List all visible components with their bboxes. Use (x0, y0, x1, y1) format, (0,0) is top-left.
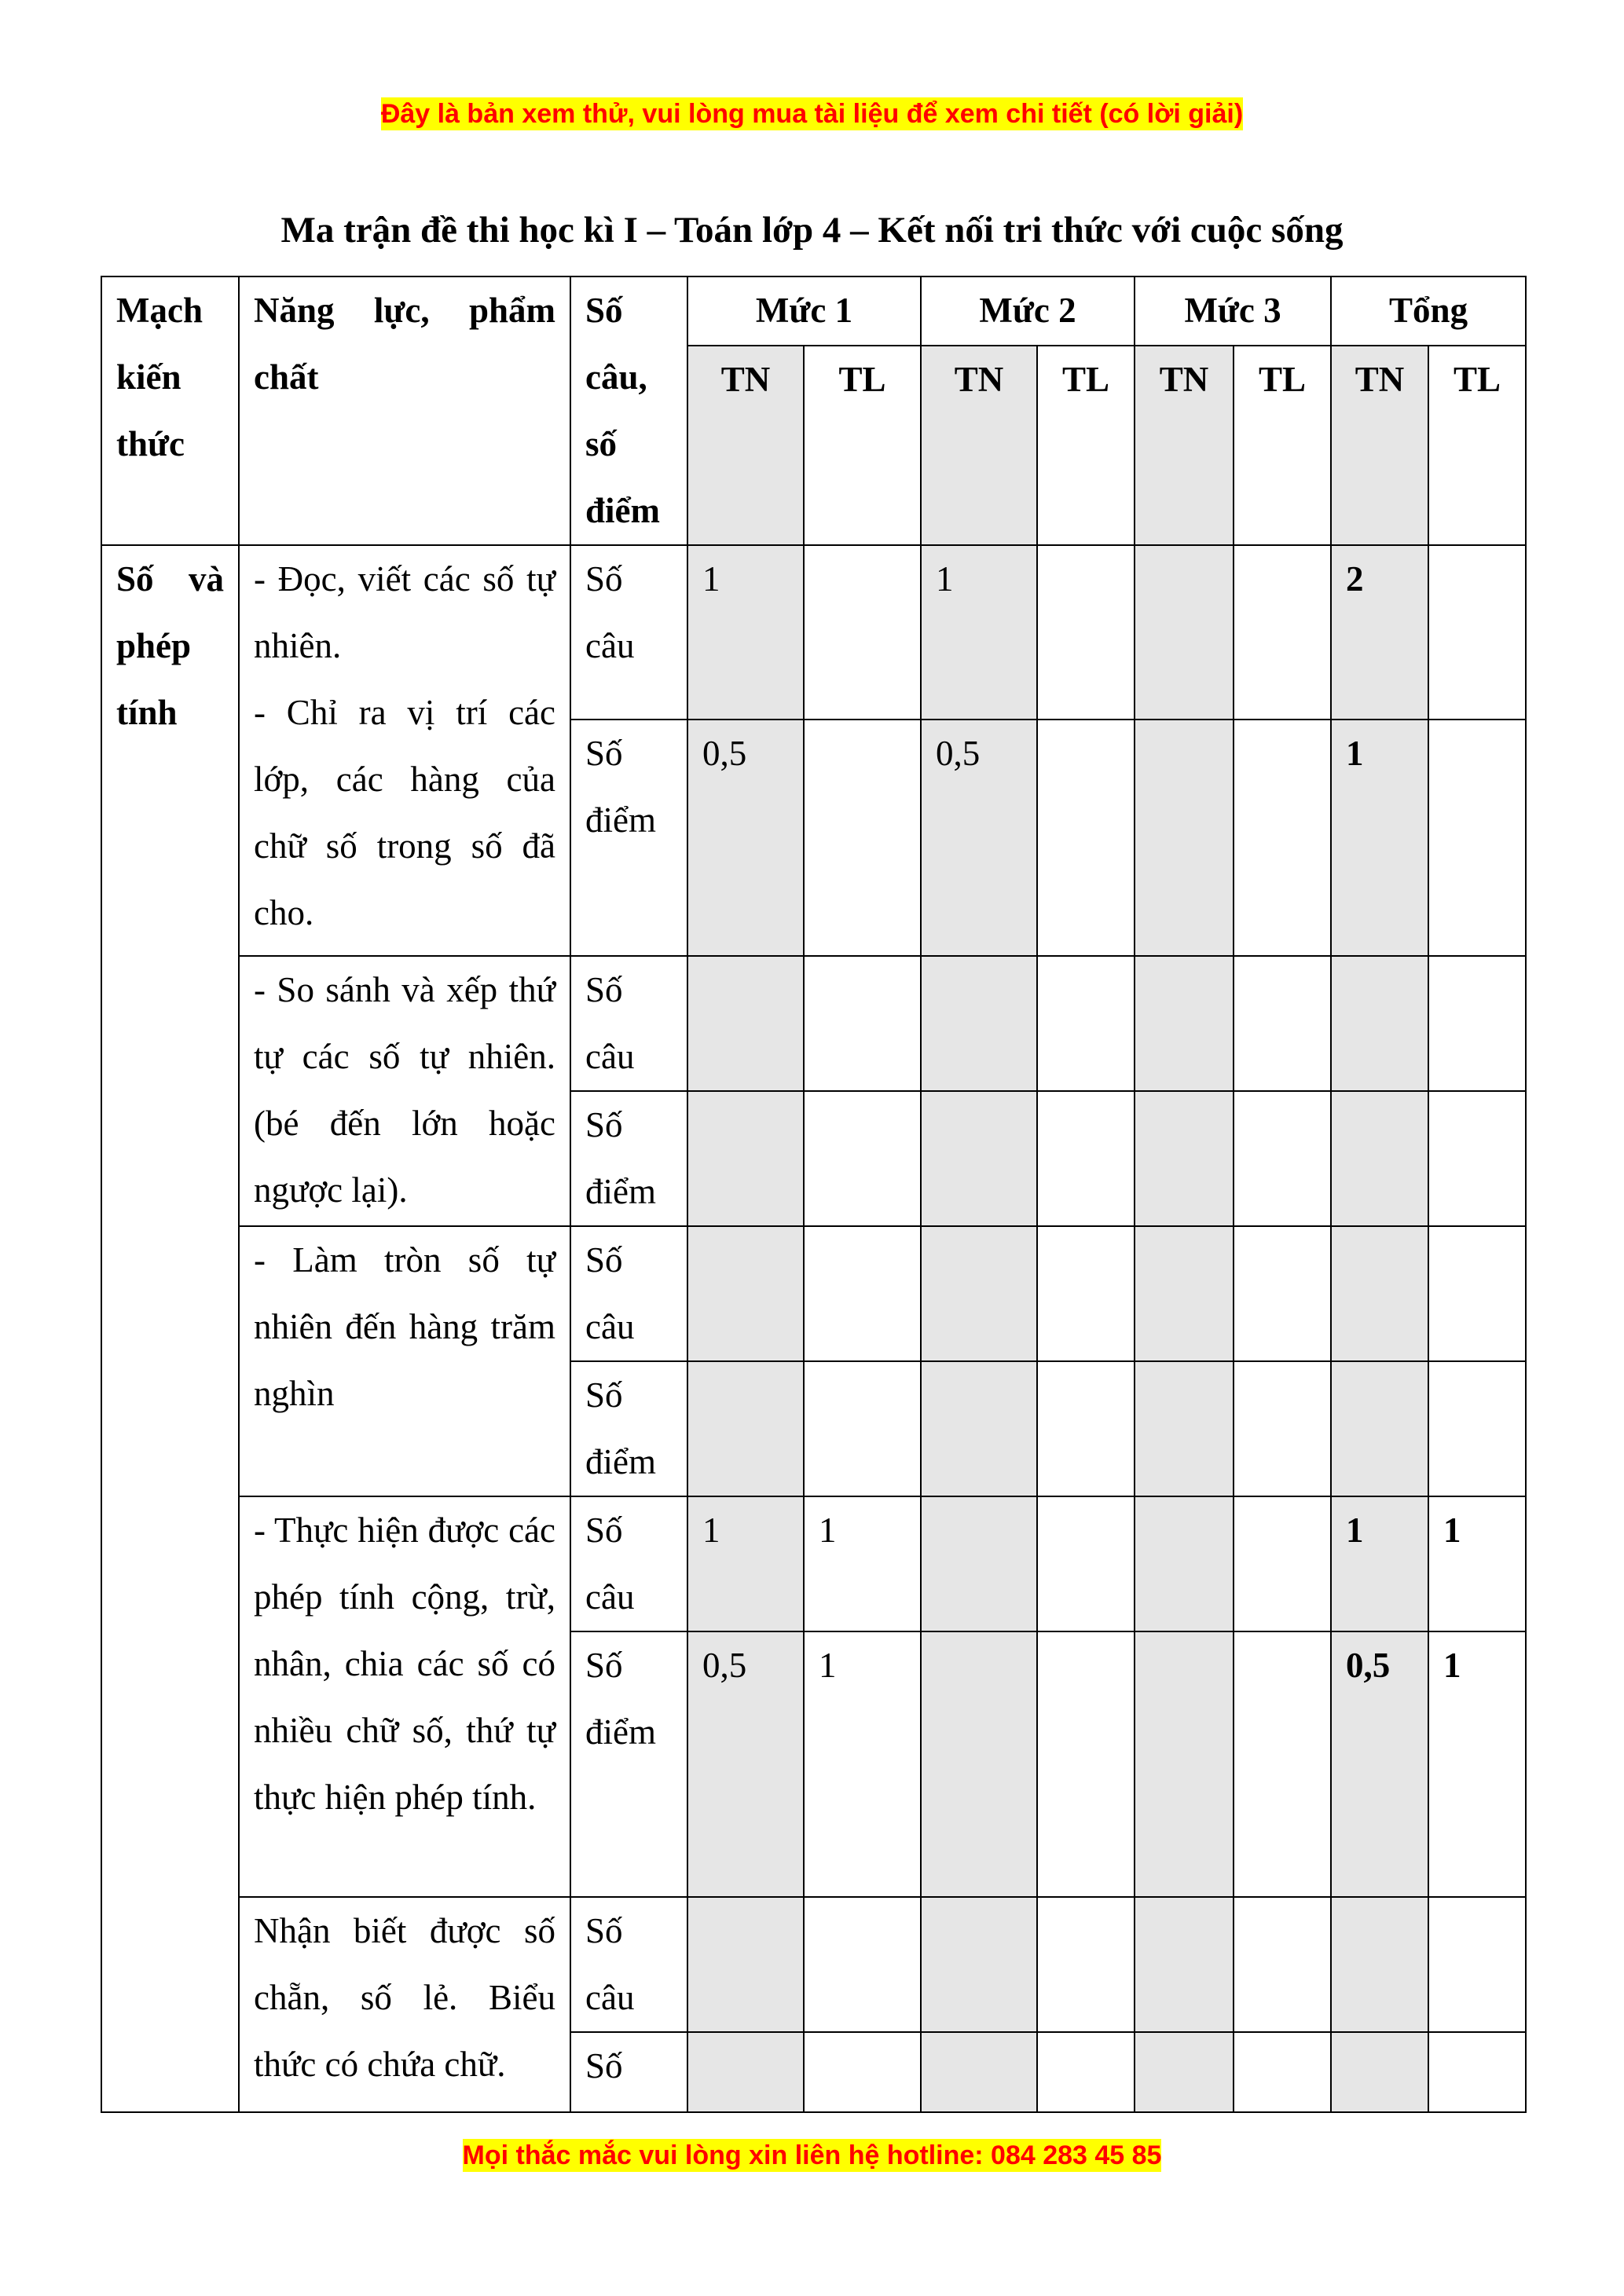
value-cell: 0,5 (687, 720, 804, 956)
value-cell (1428, 1226, 1526, 1361)
value-cell (1037, 545, 1135, 720)
measure-label: Số câu (570, 1496, 687, 1631)
value-cell (1428, 1897, 1526, 2032)
measure-label: Số câu (570, 1897, 687, 2032)
value-cell (1428, 545, 1526, 720)
value-cell (1037, 720, 1135, 956)
value-cell (1135, 1631, 1234, 1897)
value-cell: 1 (1428, 1496, 1526, 1631)
value-cell (1135, 956, 1234, 1091)
page-title: Ma trận đề thi học kì I – Toán lớp 4 – Kết nối tri thức với cuộc sống (280, 210, 1344, 251)
value-cell (1234, 545, 1331, 720)
value-cell (804, 1897, 921, 2032)
value-cell (1135, 545, 1234, 720)
value-cell: 1 (1331, 1496, 1428, 1631)
skill-cell: - Làm tròn số tự nhiên đến hàng trăm nghìn (239, 1226, 570, 1496)
value-cell (687, 1361, 804, 1496)
value-cell (1037, 2032, 1135, 2112)
value-cell (1135, 2032, 1234, 2112)
value-cell (804, 1226, 921, 1361)
measure-label: Số câu (570, 956, 687, 1091)
topic-cell: Số và phép tính (101, 545, 239, 2112)
value-cell (804, 2032, 921, 2112)
value-cell (1037, 1631, 1135, 1897)
measure-label: Số điểm (570, 1091, 687, 1226)
measure-label: Số điểm (570, 1361, 687, 1496)
value-cell (1428, 1091, 1526, 1226)
skill-cell: - Thực hiện được các phép tính cộng, trừ, nhân, chia các số có nhiều chữ số, thứ tự thực hiện phép tính. (239, 1496, 570, 1897)
value-cell (804, 545, 921, 720)
value-cell (1037, 956, 1135, 1091)
subheader-tl: TL (1428, 346, 1526, 546)
value-cell (1135, 720, 1234, 956)
table-row (101, 1897, 1526, 2032)
value-cell (921, 1091, 1037, 1226)
subheader-tl: TL (804, 346, 921, 546)
value-cell (1037, 1496, 1135, 1631)
value-cell (1037, 1897, 1135, 2032)
value-cell: 2 (1331, 545, 1428, 720)
value-cell (687, 1897, 804, 2032)
value-cell (1234, 1226, 1331, 1361)
value-cell (1135, 1897, 1234, 2032)
preview-banner (0, 99, 1624, 130)
value-cell: 1 (921, 545, 1037, 720)
header-level-3: Mức 3 (1135, 276, 1331, 346)
value-cell (687, 1091, 804, 1226)
value-cell (1428, 1361, 1526, 1496)
value-cell: 0,5 (1331, 1631, 1428, 1897)
value-cell (1331, 1091, 1428, 1226)
preview-banner-text: Đây là bản xem thử, vui lòng mua tài liệu để xem chi tiết (có lời giải) (380, 99, 1244, 129)
subheader-tl: TL (1037, 346, 1135, 546)
measure-label: Số điểm (570, 720, 687, 956)
value-cell (921, 1496, 1037, 1631)
table-row (101, 956, 1526, 1091)
value-cell: 1 (687, 545, 804, 720)
exam-matrix-table (101, 276, 1527, 2113)
value-cell (1135, 1226, 1234, 1361)
value-cell (804, 1091, 921, 1226)
value-cell (1037, 1226, 1135, 1361)
value-cell (1037, 1361, 1135, 1496)
value-cell: 1 (1428, 1631, 1526, 1897)
hotline-footer (0, 2140, 1624, 2171)
value-cell (1428, 956, 1526, 1091)
measure-label: Số điểm (570, 1631, 687, 1897)
value-cell (1234, 1496, 1331, 1631)
value-cell (921, 956, 1037, 1091)
subheader-tn: TN (1135, 346, 1234, 546)
value-cell: 0,5 (687, 1631, 804, 1897)
value-cell (921, 1631, 1037, 1897)
measure-label: Số câu (570, 1226, 687, 1361)
value-cell (1135, 1361, 1234, 1496)
value-cell: 1 (687, 1496, 804, 1631)
value-cell: 1 (1331, 720, 1428, 956)
subheader-tn: TN (687, 346, 804, 546)
value-cell (1331, 1226, 1428, 1361)
value-cell (921, 2032, 1037, 2112)
measure-label: Số (570, 2032, 687, 2112)
value-cell (1234, 2032, 1331, 2112)
value-cell (1428, 2032, 1526, 2112)
skill-cell: - Đọc, viết các số tự nhiên. - Chỉ ra vị trí các lớp, các hàng của chữ số trong số đã cho. (239, 545, 570, 956)
value-cell: 0,5 (921, 720, 1037, 956)
table-row (101, 1496, 1526, 1631)
value-cell (1331, 1897, 1428, 2032)
value-cell (804, 956, 921, 1091)
value-cell (687, 1226, 804, 1361)
value-cell (1331, 2032, 1428, 2112)
header-level-2: Mức 2 (921, 276, 1135, 346)
value-cell (1428, 720, 1526, 956)
value-cell (687, 956, 804, 1091)
subheader-tn: TN (1331, 346, 1428, 546)
header-level-1: Mức 1 (687, 276, 921, 346)
header-topic: Mạch kiến thức (101, 276, 239, 545)
value-cell (1234, 956, 1331, 1091)
value-cell (804, 720, 921, 956)
value-cell (921, 1226, 1037, 1361)
skill-cell: - So sánh và xếp thứ tự các số tự nhiên. (bé đến lớn hoặc ngược lại). (239, 956, 570, 1226)
value-cell (921, 1361, 1037, 1496)
hotline-text: Mọi thắc mắc vui lòng xin liên hệ hotline: 084 283 45 85 (462, 2140, 1162, 2170)
table-row (101, 545, 1526, 720)
value-cell: 1 (804, 1631, 921, 1897)
subheader-tl: TL (1234, 346, 1331, 546)
value-cell (1037, 1091, 1135, 1226)
value-cell (1234, 1091, 1331, 1226)
value-cell: 1 (804, 1496, 921, 1631)
value-cell (1234, 1897, 1331, 2032)
header-skill: Năng lực, phẩm chất (239, 276, 570, 545)
subheader-tn: TN (921, 346, 1037, 546)
header-total: Tổng (1331, 276, 1526, 346)
value-cell (1234, 720, 1331, 956)
value-cell (921, 1897, 1037, 2032)
value-cell (1331, 1361, 1428, 1496)
value-cell (1234, 1631, 1331, 1897)
value-cell (1135, 1091, 1234, 1226)
value-cell (1331, 956, 1428, 1091)
skill-cell: Nhận biết được số chẵn, số lẻ. Biểu thức có chứa chữ. (239, 1897, 570, 2112)
value-cell (1135, 1496, 1234, 1631)
header-count-score: Số câu, số điểm (570, 276, 687, 545)
value-cell (1234, 1361, 1331, 1496)
table-row (101, 1226, 1526, 1361)
value-cell (804, 1361, 921, 1496)
value-cell (687, 2032, 804, 2112)
measure-label: Số câu (570, 545, 687, 720)
